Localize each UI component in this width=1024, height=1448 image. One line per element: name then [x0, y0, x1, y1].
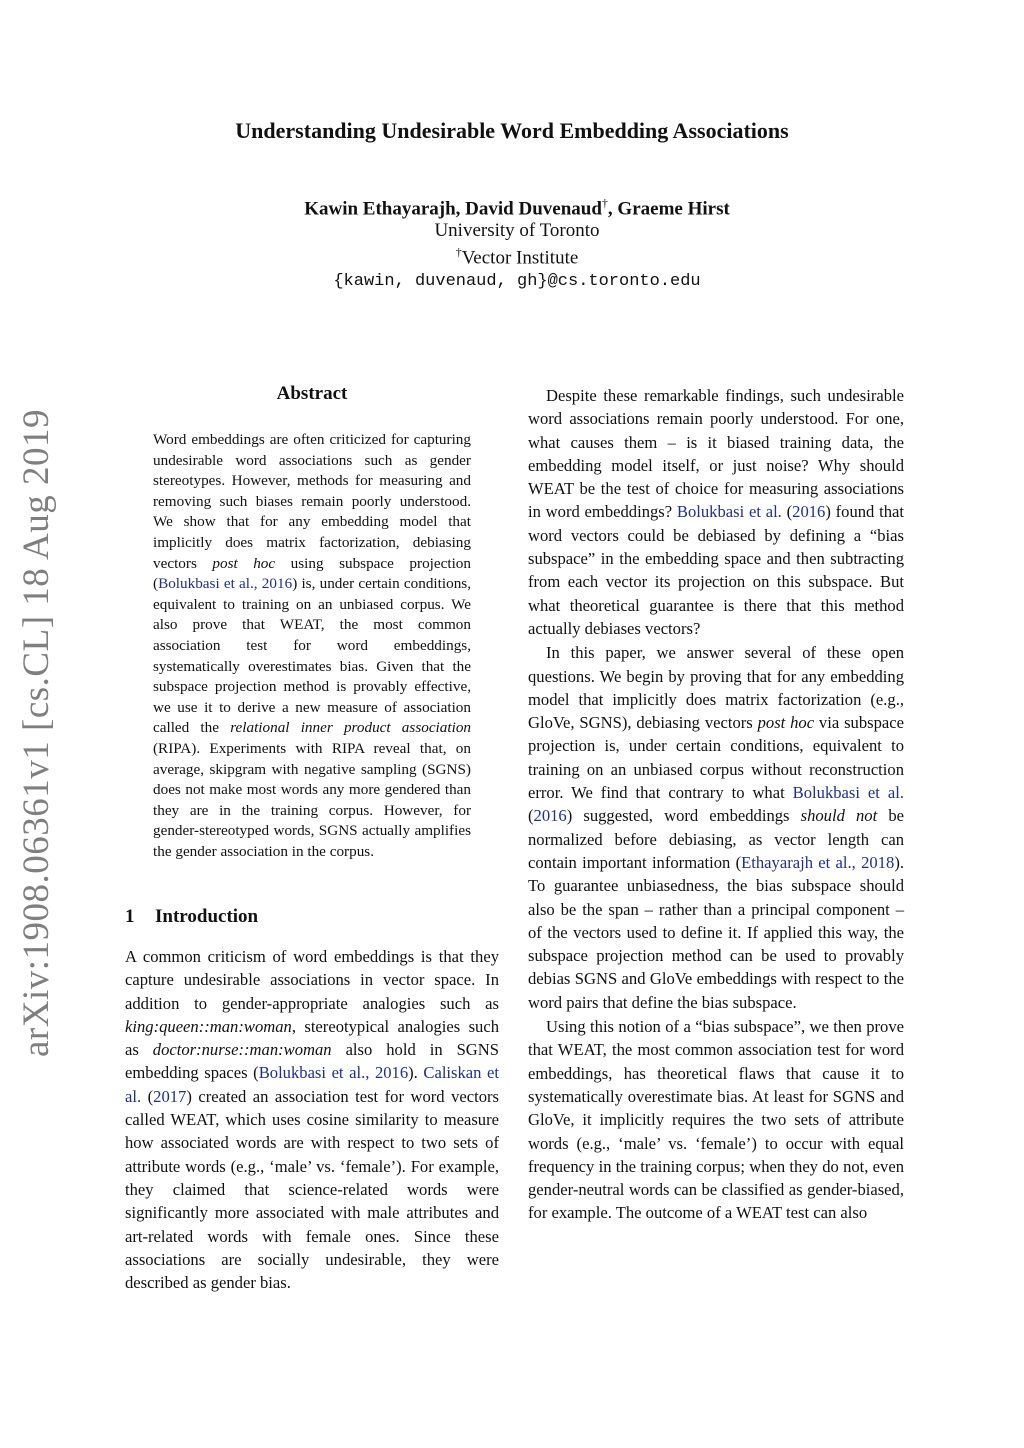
abstract-heading: Abstract [276, 383, 348, 404]
body-text: also hold in SGNS embedding spaces ( [125, 1040, 499, 1083]
abstract-emphasis: relational inner product association [230, 719, 472, 737]
citation-link[interactable]: 2016 [533, 806, 567, 826]
author-email: {kawin, duvenaud, gh}@cs.toronto.edu [333, 272, 701, 291]
citation-link[interactable]: Bolukbasi et al. [676, 502, 782, 522]
citation-link[interactable]: 2017 [153, 1086, 187, 1106]
author-names-last: , Graeme Hirst [607, 198, 730, 220]
body-text: ). [408, 1063, 424, 1083]
paper-title: Understanding Undesirable Word Embedding Associations [235, 118, 789, 143]
citation-link[interactable]: 2016 [792, 502, 826, 522]
section-number: 1 [125, 906, 135, 927]
abstract-text: ) is, under certain conditions, equivalent to training on an unbiased corpus. We also prove that WEAT, the most common association test for word embeddings, systematically overestimates bias. Given that the subspace projection method is provably effective, we use it to derive a new measure of association called the [153, 575, 471, 737]
citation-link[interactable]: Bolukbasi et al. [792, 783, 904, 803]
body-emphasis: post hoc [757, 713, 815, 733]
affiliation-vector [0, 245, 1024, 269]
paragraph [528, 641, 904, 1014]
body-text: Using this notion of a “bias subspace”, we then prove that WEAT, the most common association test for word embeddings, has theoretical flaws that cause it to systematically overestimate bias. At least for SGNS and GloVe, it implicitly requires the two sets of attribute words (e.g., ‘male’ vs. ‘female’) to occur with equal frequency in the training corpus; when they do not, even gender-neutral words can be classified as gender-biased, for example. The outcome of a WEAT test can also [528, 1017, 904, 1223]
abstract-emphasis: post hoc [212, 554, 276, 572]
affiliation-vector-name: Vector Institute [461, 247, 579, 269]
author-list [0, 196, 1024, 220]
abstract-text: using subspace projection ( [153, 554, 471, 593]
abstract-text: Word embeddings are often criticized for capturing undesirable word associations such as gender stereotypes. However, methods for measuring and removing such biases remain poorly understood. We show that for any embedding model that implicitly does matrix factorization, debiasing vectors [153, 431, 471, 572]
body-text: Despite these remarkable findings, such undesirable word associations remain poorly understood. For one, what causes them – is it biased training data, the embedding model itself, or just noise? Why should WEAT be the test of choice for measuring associations in word embeddings? [528, 386, 904, 522]
author-names: Kawin Ethayarajh, David Duvenaud [304, 198, 602, 220]
body-text: , stereotypical analogies such as [125, 1016, 499, 1060]
paragraph [528, 384, 904, 640]
body-text: ( [781, 502, 793, 522]
citation-link[interactable]: Caliskan et al. [125, 1063, 499, 1106]
body-emphasis: should not [800, 806, 878, 826]
body-emphasis: doctor:nurse::man:woman [152, 1040, 332, 1060]
citation-link[interactable]: Ethayarajh et al., 2018 [741, 852, 895, 872]
section-heading-introduction [125, 906, 258, 928]
paragraph [125, 945, 499, 1294]
body-text: ( [528, 806, 534, 826]
body-text: ) found that word vectors could be debiased by defining a “bias subspace” in the embedding space and then subtracting from each vector its projection on this subspace. But what theoretical guarantee is there that this method actually debiases vectors? [528, 502, 905, 638]
section-title: Introduction [155, 906, 259, 927]
body-emphasis: king:queen::man:woman [125, 1016, 292, 1036]
dagger-mark: † [601, 196, 608, 210]
arxiv-identifier-stamp: arXiv:1908.06361v1 [cs.CL] 18 Aug 2019 [16, 409, 57, 1057]
paragraph [528, 1015, 904, 1225]
introduction-left-column [125, 945, 499, 1294]
body-text: via subspace projection is, under certain conditions, equivalent to training on an unbiased corpus without reconstruction error. We find that contrary to what [528, 713, 904, 803]
body-text: A common criticism of word embeddings is that they capture undesirable associations in vector space. In addition to gender-appropriate analogies such as [125, 947, 499, 1013]
affiliation-university: University of Toronto [434, 220, 600, 241]
body-text: In this paper, we answer several of these open questions. We begin by proving that for any embedding model that implicitly does matrix factorization (e.g., GloVe, SGNS), debiasing vectors [528, 643, 904, 733]
body-text: ) created an association test for word vectors called WEAT, which uses cosine similarity to measure how associated words are with respect to two sets of attribute words (e.g., ‘male’ vs. ‘female’). For example, they claimed that science-related words were significantly more associated with male attributes and art-related words with female ones. Since these associations are socially undesirable, they were described as gender bias. [125, 1086, 500, 1293]
dagger-mark: † [455, 245, 462, 259]
introduction-right-column [528, 384, 904, 1225]
abstract-text: (RIPA). Experiments with RIPA reveal that, on average, skipgram with negative sampling (SGNS) does not make most words any more gendered than they are in the training corpus. However, for gender-stereotyped words, SGNS actually amplifies the gender association in the corpus. [153, 739, 471, 860]
abstract-body [153, 430, 471, 862]
citation-link[interactable]: Bolukbasi et al., 2016 [258, 1063, 409, 1083]
body-text: ( [141, 1086, 154, 1106]
body-text: ) suggested, word embeddings [566, 806, 801, 826]
citation-link[interactable]: Bolukbasi et al., 2016 [158, 575, 293, 593]
body-text: be normalized before debiasing, as vector length can contain important information ( [528, 806, 905, 872]
body-text: ). To guarantee unbiasedness, the bias subspace should also be the span – rather than a principal component – of the vectors used to define it. If applied this way, the subspace projection method can be used to provably debias SGNS and GloVe embeddings with respect to the word pairs that define the bias subspace. [528, 852, 904, 1012]
